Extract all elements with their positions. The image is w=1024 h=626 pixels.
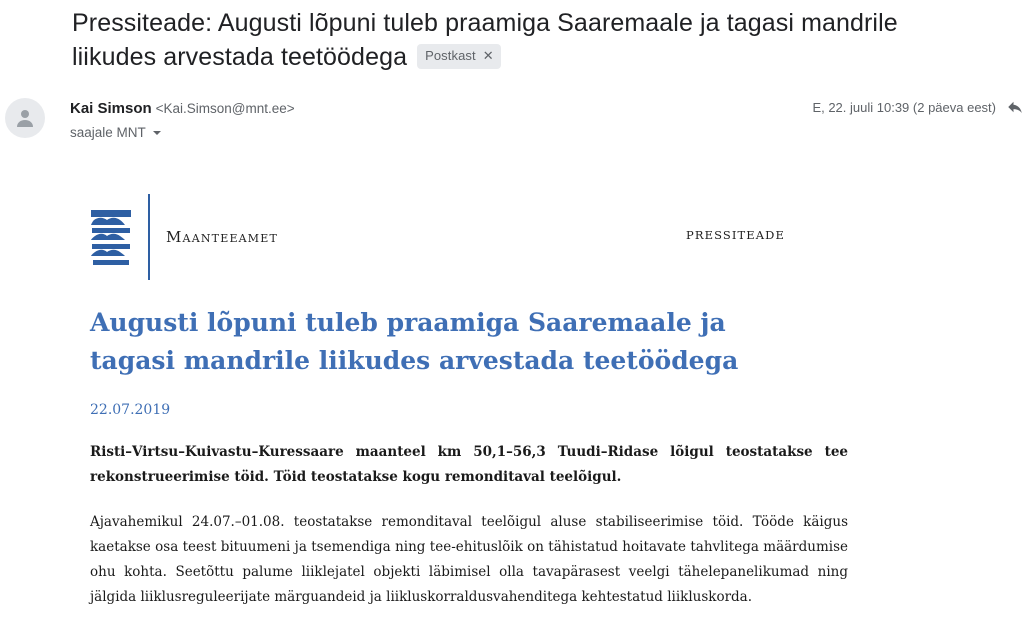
- close-icon[interactable]: ✕: [482, 47, 494, 63]
- page-title: Pressiteade: Augusti lõpuni tuleb praamiga Saaremaale ja tagasi mandrile liikudes arvestada teetöödega: [72, 9, 898, 71]
- sender-block: [70, 96, 812, 140]
- header-divider: [148, 194, 150, 280]
- press-release-body: [0, 194, 1024, 610]
- coat-of-arms-icon: [88, 206, 134, 268]
- email-date: E, 22. juuli 10:39 (2 päeva eest): [812, 100, 996, 115]
- organization-name: Maanteeamet: [166, 228, 279, 246]
- reply-icon[interactable]: [1006, 98, 1024, 121]
- email-meta-row: [0, 74, 1024, 140]
- chevron-down-icon[interactable]: [153, 131, 161, 135]
- label-chip-postkast[interactable]: [417, 44, 501, 69]
- press-release-tag: PRESSITEADE: [686, 228, 785, 242]
- press-release-date: 22.07.2019: [90, 402, 171, 418]
- label-chip-text: Postkast: [425, 47, 476, 63]
- avatar[interactable]: [5, 98, 45, 138]
- email-subject-row: [0, 0, 1024, 74]
- person-icon: [13, 106, 37, 130]
- sender-line: [70, 98, 812, 119]
- press-release-paragraph: Ajavahemikul 24.07.–01.08. teostatakse remonditaval teelõigul aluse stabiliseerimise töid. Tööde käigus kaetakse osa teest bituumeni ja tsemendiga ning tee-ehituslõik on tähistatud hoitavate tahvlitega määrdumise ohu kohta. Seetõttu palume liiklejatel objekti läbimisel olla tavapärasest veelgi tähelepanelikumad ning jälgida liiklusreguleerijate märguandeid ja liikluskorraldusvahenditega kehtestatud liikluskorda.: [90, 514, 848, 605]
- press-release-title: Augusti lõpuni tuleb praamiga Saaremaale ja tagasi mandrile liikudes arvestada teetöödega: [90, 308, 739, 375]
- sender-email: <Kai.Simson@mnt.ee>: [155, 101, 295, 116]
- press-release-lead: Risti–Virtsu–Kuivastu–Kuressaare maanteel km 50,1–56,3 Tuudi–Ridase lõigul teostatakse tee rekonstrueerimise töid. Töid teostatakse kogu remonditaval teelõigul.: [90, 444, 848, 485]
- press-release-header: [0, 194, 1024, 280]
- sender-name: Kai Simson: [70, 100, 152, 117]
- recipient-label: saajale MNT: [70, 125, 146, 140]
- recipient-line[interactable]: [70, 125, 812, 140]
